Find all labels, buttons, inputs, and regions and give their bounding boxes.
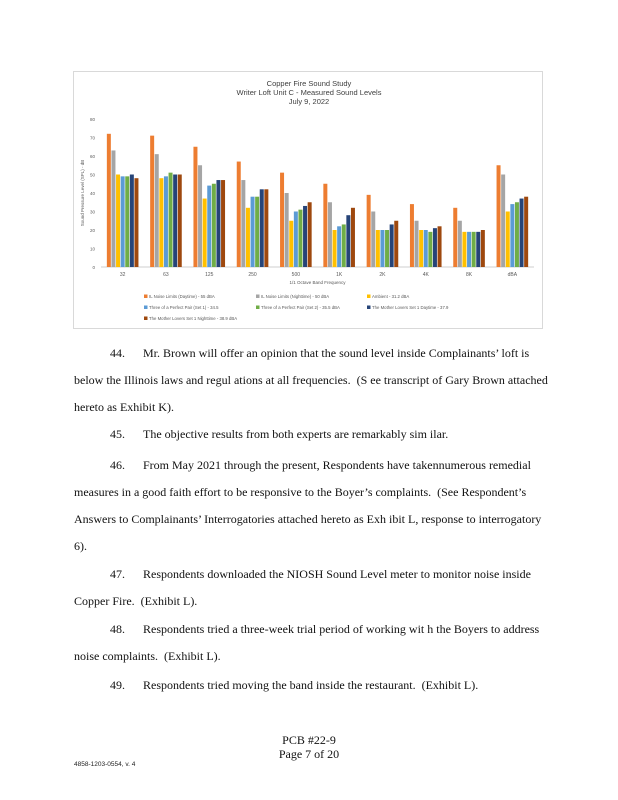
y-tick-label: 70	[89, 135, 95, 141]
chart-title-line-1: Copper Fire Sound Study	[266, 79, 352, 88]
legend-label: Three of a Perfect Pair (Set 2) - 35.5 dBA	[261, 305, 340, 310]
paragraph-45	[74, 421, 552, 448]
bar	[111, 150, 115, 267]
footer-case-number: PCB #22-9	[282, 733, 336, 747]
bar	[303, 206, 307, 267]
chart-title-line-2: Writer Loft Unit C - Measured Sound Levels	[236, 88, 382, 97]
bar	[346, 215, 350, 267]
y-tick-label: 20	[89, 228, 95, 233]
bar	[237, 162, 241, 267]
bar	[367, 195, 371, 267]
legend-label: IL Noise Limits (Daytime) - 55 dBA	[149, 294, 215, 299]
x-axis-label: 1/1 Octave Band Frequency	[289, 280, 346, 285]
bar	[298, 210, 302, 267]
bar	[134, 178, 138, 267]
bar	[116, 175, 120, 268]
bar	[285, 193, 289, 267]
legend-swatch	[256, 295, 260, 299]
bar	[198, 165, 202, 267]
paragraph-44	[74, 340, 552, 421]
bar	[438, 226, 442, 267]
paragraph-line: 48. Respondents tried a three-week trial period of working wit h the Boyers to address	[110, 622, 540, 636]
bar	[515, 202, 519, 267]
paragraph-line: 47. Respondents downloaded the NIOSH Sound Level meter to monitor noise inside	[110, 567, 531, 581]
legend-label: The Mother Lovers Set 1 Nighttime - 38.9 dBA	[149, 316, 238, 321]
legend-label: The Mother Lovers Set 1 Daytime - 37.9	[372, 305, 449, 310]
bar	[506, 212, 510, 268]
chart-plot	[74, 72, 544, 330]
x-tick-label: 32	[119, 272, 126, 278]
bar	[476, 232, 480, 267]
paragraph-line: 45. The objective results from both experts are remarkably sim ilar.	[110, 427, 449, 441]
bar	[207, 186, 211, 267]
paragraph-line: 6).	[74, 539, 87, 553]
paragraph-line: 46. From May 2021 through the present, Respondents have takennumerous remedial	[110, 458, 531, 472]
paragraph-line: 44. Mr. Brown will offer an opinion that the sound level inside Complainants’ loft is	[110, 346, 530, 360]
legend-swatch	[144, 295, 148, 299]
x-tick-label: 125	[205, 272, 214, 278]
bar	[462, 232, 466, 267]
bar	[150, 136, 154, 267]
bar	[424, 230, 428, 267]
bar	[501, 175, 505, 268]
bar	[428, 232, 432, 267]
bar	[419, 230, 423, 267]
legend-label: Ambient - 31.2 dBA	[372, 294, 410, 299]
paragraph-line: Copper Fire. (Exhibit L).	[74, 594, 198, 608]
bar	[216, 180, 220, 267]
paragraph-line: 49. Respondents tried moving the band inside the restaurant. (Exhibit L).	[110, 678, 479, 692]
bar	[173, 175, 177, 268]
bar	[221, 180, 225, 267]
sound-level-chart	[73, 71, 543, 329]
bar	[337, 226, 341, 267]
y-axis-label: Sound Pressure Level (SPL) - dB	[80, 159, 85, 227]
bar	[520, 199, 524, 267]
bar	[241, 180, 245, 267]
y-tick-label: 50	[89, 172, 95, 178]
bar	[107, 134, 111, 267]
bar	[212, 184, 216, 267]
y-tick-label: 80	[89, 117, 95, 122]
legend-swatch	[367, 295, 371, 299]
chart-title-line-3: July 9, 2022	[288, 97, 330, 106]
bar	[510, 204, 514, 267]
x-tick-label: 2K	[379, 272, 386, 278]
y-tick-label: 10	[89, 246, 95, 252]
x-tick-label: 250	[248, 272, 257, 278]
legend-label: Three of a Perfect Pair (Set 1) - 34.5	[149, 305, 219, 310]
bar	[169, 173, 173, 267]
bar	[415, 221, 419, 267]
bar	[280, 173, 284, 267]
legend-swatch	[144, 306, 148, 310]
bar	[410, 204, 414, 267]
bar	[342, 224, 346, 267]
bar	[351, 208, 355, 267]
legend-swatch	[144, 317, 148, 321]
bar	[178, 175, 182, 268]
bar	[159, 178, 163, 267]
bar	[164, 176, 168, 267]
legend-swatch	[256, 306, 260, 310]
bar	[481, 230, 485, 267]
paragraph-46	[74, 452, 552, 560]
y-tick-label: 0	[92, 265, 95, 270]
bar	[453, 208, 457, 267]
y-tick-label: 60	[89, 154, 95, 159]
paragraph-line: below the Illinois laws and regul ations at all frequencies. (S ee transcript of Gary Brown attached	[74, 373, 548, 387]
bar	[130, 175, 134, 268]
bar	[251, 197, 255, 267]
bar	[264, 189, 268, 267]
bar	[246, 208, 250, 267]
x-tick-label: 63	[163, 272, 169, 278]
y-tick-label: 30	[89, 209, 95, 215]
x-tick-label: 4K	[422, 272, 429, 278]
bar	[255, 197, 259, 267]
bar	[376, 230, 380, 267]
x-tick-label: 8K	[465, 272, 473, 278]
bar	[308, 202, 312, 267]
bar	[294, 212, 298, 268]
bar	[328, 202, 332, 267]
paragraph-line: measures in a good faith effort to be responsive to the Boyer’s complaints. (See Respondent’s	[74, 485, 527, 499]
legend-swatch	[367, 306, 371, 310]
x-tick-label: 500	[291, 272, 301, 278]
bar	[333, 230, 337, 267]
bar	[260, 189, 264, 267]
bar	[458, 221, 462, 267]
paragraph-48	[74, 616, 552, 670]
paragraph-line: noise complaints. (Exhibit L).	[74, 649, 221, 663]
bar	[394, 221, 398, 267]
bar	[193, 147, 197, 267]
bar	[467, 232, 471, 267]
bar	[497, 165, 501, 267]
bar	[524, 197, 528, 267]
bar	[155, 154, 159, 267]
bar	[371, 212, 375, 268]
bar	[472, 232, 476, 267]
bar	[121, 176, 125, 267]
paragraph-47	[74, 561, 552, 615]
x-tick-label: dBA	[507, 272, 518, 278]
legend-label: IL Noise Limits (Nighttime) - 50 dBA	[261, 294, 330, 299]
document-id: 4858-1203-0554, v. 4	[74, 761, 136, 768]
bar	[380, 230, 384, 267]
bar	[289, 221, 293, 267]
footer-page-number: Page 7 of 20	[278, 747, 340, 761]
bar	[385, 230, 389, 267]
paragraph-line: hereto as Exhibit K).	[74, 400, 174, 414]
bar	[125, 176, 129, 267]
x-tick-label: 1K	[336, 272, 343, 278]
bar	[390, 224, 394, 267]
bar	[323, 184, 327, 267]
paragraph-line: Answers to Complainants’ Interrogatories attached hereto as Exh ibit L, response to interrogatory	[74, 512, 542, 526]
y-tick-label: 40	[89, 191, 95, 196]
bar	[433, 228, 437, 267]
paragraph-49	[74, 672, 552, 699]
bar	[203, 199, 207, 267]
